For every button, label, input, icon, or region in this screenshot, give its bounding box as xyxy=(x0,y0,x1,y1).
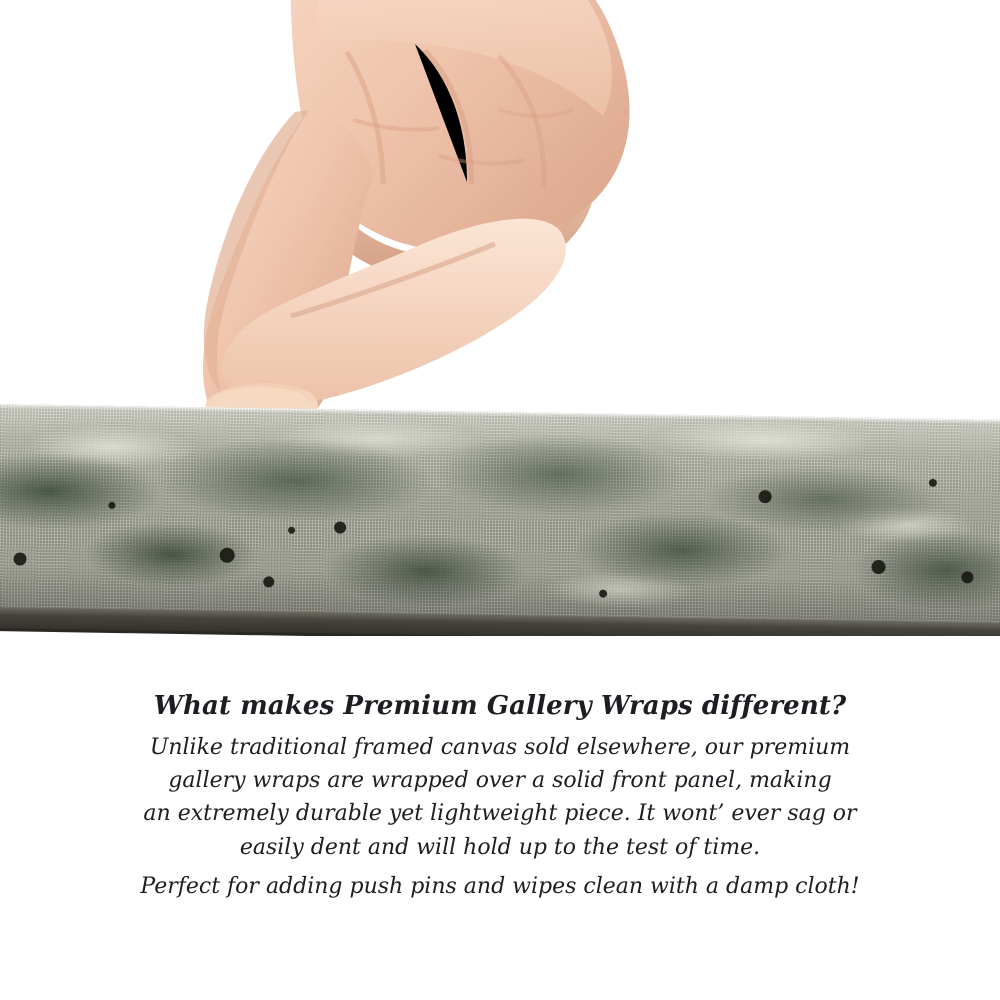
hand-image xyxy=(95,0,695,430)
caption-body-line: Unlike traditional framed canvas sold elsewhere, our premium xyxy=(149,734,851,760)
caption-body-line: an extremely durable yet lightweight piece. It wont’ ever sag or xyxy=(143,801,857,827)
canvas-speck xyxy=(929,479,937,487)
caption-body-line: easily dent and will hold up to the test of time. xyxy=(239,834,761,860)
canvas-speck xyxy=(263,576,274,587)
caption-heading: What makes Premium Gallery Wraps different? xyxy=(153,691,847,721)
caption-block xyxy=(0,690,1000,904)
canvas-speck xyxy=(288,527,295,534)
canvas-speck xyxy=(108,502,115,509)
caption-body xyxy=(70,731,930,865)
canvas-speck xyxy=(334,521,346,533)
canvas-speck xyxy=(961,571,973,583)
caption-body-line: gallery wraps are wrapped over a solid front panel, making xyxy=(168,767,832,793)
canvas-speck xyxy=(599,590,607,598)
gallery-wrap-canvas xyxy=(0,404,1000,636)
caption-footer: Perfect for adding push pins and wipes clean with a damp cloth! xyxy=(140,874,860,900)
canvas-speck xyxy=(759,490,772,503)
canvas-print-face xyxy=(0,404,1000,625)
